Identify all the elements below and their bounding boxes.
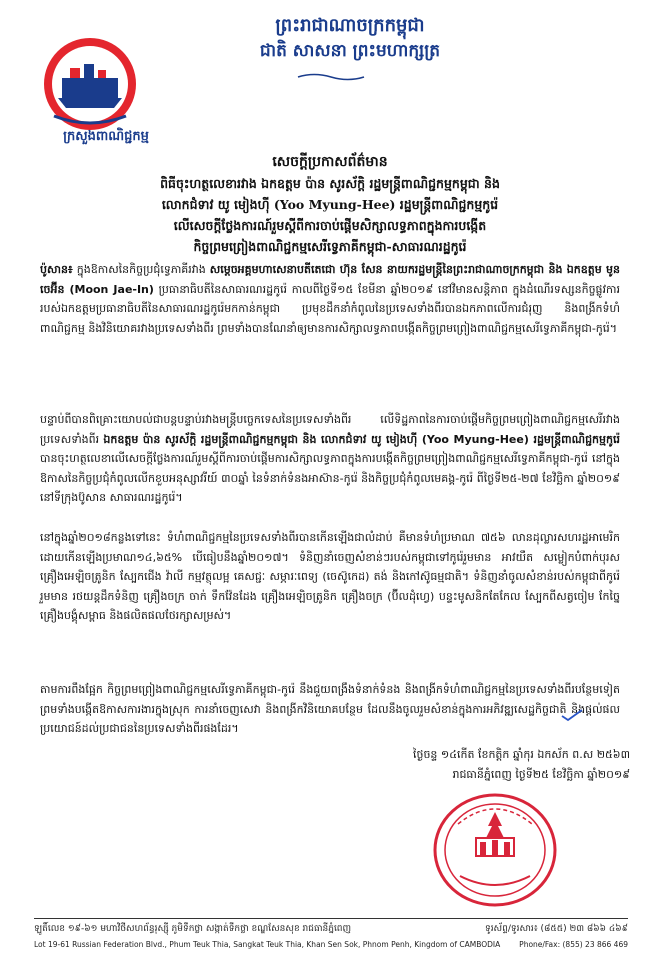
ministry-name: ក្រសួងពាណិជ្ជកម្ម [63,129,149,144]
title-line-5: កិច្ចព្រមព្រៀងពាណិជ្ជកម្មសេរីទ្វេភាគីកម្ពុជា-សាធារណរដ្ឋកូរ៉េ [193,239,467,254]
footer-address-en: Lot 19-61 Russian Federation Blvd., Phum Teuk Thia, Sangkat Teuk Thia, Khan Sen Sok, Phnom Penh, Kingdom of CAMBODIA [34,940,501,949]
motto-line: ជាតិ សាសនា ព្រះមហាក្សត្រ [259,41,441,61]
paragraph-4: តាមការពឹងផ្អែក កិច្ចព្រមព្រៀងពាណិជ្ជកម្មសេរីទ្វេភាគីកម្ពុជា-កូរ៉េ នឹងជួយពង្រឹងទំនាក់ទំនង និងពង្រីកទំហំពាណិជ្ជកម្មនៃប្រទេសទាំងពីរបន្ថែមទៀត ព្រមទាំងបង្កើតឱកាសការងារក្នុងស្រុក ការនាំចេញសេវា និងពង្រីកវិនិយោគបន្ថែម ដែលនឹងចូលរួមសំខាន់ក្នុងការអភិវឌ្ឍសេដ្ឋកិច្ចជាតិ និងផ្តល់ផលប្រយោជន៍ដល់ប្រជាជននៃប្រទេសទាំងពីរផងដែរ។ [40,683,620,735]
footer-phone-en: Phone/Fax: (855) 23 866 469 [519,940,628,949]
title-line-3: លោកជំទាវ យូ មៀងហ៊ី (Yoo Myung-Hee) រដ្ឋមន្ត្រីពាណិជ្ជកម្មកូរ៉េ [161,197,499,212]
checkmark-icon [560,708,584,722]
ministry-logo [40,34,140,134]
official-seal [430,790,560,910]
paragraph-3: នៅក្នុងឆ្នាំ២០១៨កន្លងទៅនេះ ទំហំពាណិជ្ជកម្មនៃប្រទេសទាំងពីរបានកើនឡើងជាលំដាប់ គឺមានទំហំប្រមាណ ៧៥៦ លានដុល្លារសហរដ្ឋអាមេរិក ដោយកើនឡើងប្រមាណ១៤,៦៥% បើធៀបនឹងឆ្នាំ២០១៧។ ទំនិញនាំចេញសំខាន់ៗរបស់កម្ពុជាទៅកូរ៉េរួមមាន អាវយឺត សម្លៀកបំពាក់បុរស គ្រឿងអេឡិចត្រូនិក ស្បែកជើង វ៉ាលី កម្មវត្ថុលម្អ គេសជ្ជៈ សម្ភារៈពេទ្យ (ចេស៊ូកេដ) តង់ និងកៅស៊ូធម្មជាតិ។ ទំនិញនាំចូលសំខាន់របស់កម្ពុជាពីកូរ៉េរួមមាន រថយន្តដឹកទំនិញ គ្រឿងចក្រ ចាក់ ទឹកវ៉ែនដែង គ្រឿងអេឡិចត្រូនិក គ្រឿងចក្រ (ប៊ីលដុំហ្វេ) បន្ទះមូសនិកតែកែល ស្បែកពីសត្វចៀម កែច្នៃ គ្រឿងបង្គុំសម្ពាធ និងផលិតផលថែរក្សាសម្រស់។ [40,531,620,622]
dateline: ប៉ូសាន៖ [40,263,73,276]
document-date [340,745,630,785]
press-release-title [40,152,620,257]
footer-phone-kh: ទូរស័ព្ទ/ទូរសារ៖ (៨៥៥) ២៣ ៨៦៦ ៤៦៩ [484,924,628,934]
p1-text-c: ប្រធានាធិបតីនៃសាធារណរដ្ឋកូរ៉េ កាលពីថ្ងៃទី១៥ ខែមីនា ឆ្នាំ២០១៩ នៅវិមានសន្តិភាព ក្នុងដំណើរទស្សនកិច្ចផ្លូវការរបស់ឯកឧត្តមប្រធានាធិបតីនៃសាធារណរដ្ឋកូរ៉េមកកាន់កម្ពុជា ប្រមុខដឹកនាំកំពូលនៃប្រទេសទាំងពីរបានឯកភាពលើការជំរុញ និងពង្រីកទំហំពាណិជ្ជកម្ម និងវិនិយោគរវាងប្រទេសទាំងពីរ ព្រមទាំងបានណែនាំឲ្យមានការសិក្សាលទ្ធភាពបង្កើតកិច្ចព្រមព្រៀងពាណិជ្ជកម្មសេរីទ្វេភាគីកម្ពុជា-កូរ៉េ។ [40,282,620,335]
title-line-2: ពិធីចុះហត្ថលេខារវាង ឯកឧត្តម ប៉ាន សូរស័ក្តិ រដ្ឋមន្ត្រីពាណិជ្ជកម្មកម្ពុជា និង [160,176,500,191]
solar-date: រាជធានីភ្នំពេញ ថ្ងៃទី២៥ ខែវិច្ឆិកា ឆ្នាំ២០១៩ [452,768,630,781]
footer-address-kh: ឡូតិ៍លេខ ១៩-៦១ មហាវិថីសហព័ន្ធរុស្ស៊ី ភូមិទឹកថ្លា សង្កាត់ទឹកថ្លា ខណ្ឌសែនសុខ រាជធានីភ្នំពេញ [34,924,352,934]
kingdom-motto [180,14,520,64]
divider-ornament [296,72,366,82]
p2-text-bold: ឯកឧត្តម ប៉ាន សូរស័ក្តិ រដ្ឋមន្ត្រីពាណិជ្ជកម្មកម្ពុជា និង លោកជំទាវ យូ មៀងហ៊ី (Yoo Myung-Hee) រដ្ឋមន្ត្រីពាណិជ្ជកម្មកូរ៉េ [103,432,620,446]
kingdom-title: ព្រះរាជាណាចក្រកម្ពុជា [275,15,425,36]
p2-text-a: បន្ទាប់ពីបានពិគ្រោះយោបល់ជាបន្តបន្ទាប់រវាងមន្ត្រីបច្ចេកទេសនៃប្រទេសទាំងពីរ លើទិដ្ឋភាពនៃការចាប់ផ្តើមកិច្ចព្រមព្រៀងពាណិជ្ជកម្មសេរីរវាងប្រទេសទាំងពីរ [40,413,620,446]
title-line-1: សេចក្តីប្រកាសព័ត៌មាន [272,154,388,170]
title-line-4: លើសេចក្តីថ្លែងការណ៍រួមស្តីពីការចាប់ផ្តើមសិក្សាលទ្ធភាពក្នុងការបង្កើត [173,218,487,233]
p2-text-c: បានចុះហត្ថលេខាលើសេចក្តីថ្លែងការណ៍រួមស្តីពីការចាប់ផ្តើមការសិក្សាលទ្ធភាពក្នុងការបង្កើតកិច្ចព្រមព្រៀងពាណិជ្ជកម្មសេរីទ្វេភាគីកម្ពុជា-កូរ៉េ នៅក្នុងឱកាសនៃកិច្ចប្រជុំកំពូលលើកខួបអនុស្សាវរីយ៍ ៣០ឆ្នាំ នៃទំនាក់ទំនងអាស៊ាន-កូរ៉េ និងកិច្ចប្រជុំកំពូលមេគង្គ-កូរ៉េ ពីថ្ងៃទី២៥-២៧ ខែវិច្ឆិកា ឆ្នាំ២០១៩ នៅទីក្រុងប៊ូសាន សាធារណរដ្ឋកូរ៉េ។ [40,452,620,504]
p1-text-a: ក្នុងឱកាសនៃកិច្ចប្រជុំទ្វេភាគីរវាង [72,263,210,276]
lunar-date: ថ្ងៃចន្ទ ១៤កើត ខែកត្តិក ឆ្នាំកុរ ឯកស័ក ព.ស ២៥៦៣ [412,748,630,761]
paragraph-1 [40,260,620,338]
footer [34,918,628,952]
p1-text-bold: សម្តេចអគ្គមហាសេនាបតីតេជោ ហ៊ុន សែន នាយករដ្ឋមន្ត្រីនៃព្រះរាជាណាចក្រកម្ពុជា និង ឯកឧត្តម មូន ចេអ៊ីន (Moon Jae-In) [40,263,621,296]
paragraph-2 [40,410,620,508]
